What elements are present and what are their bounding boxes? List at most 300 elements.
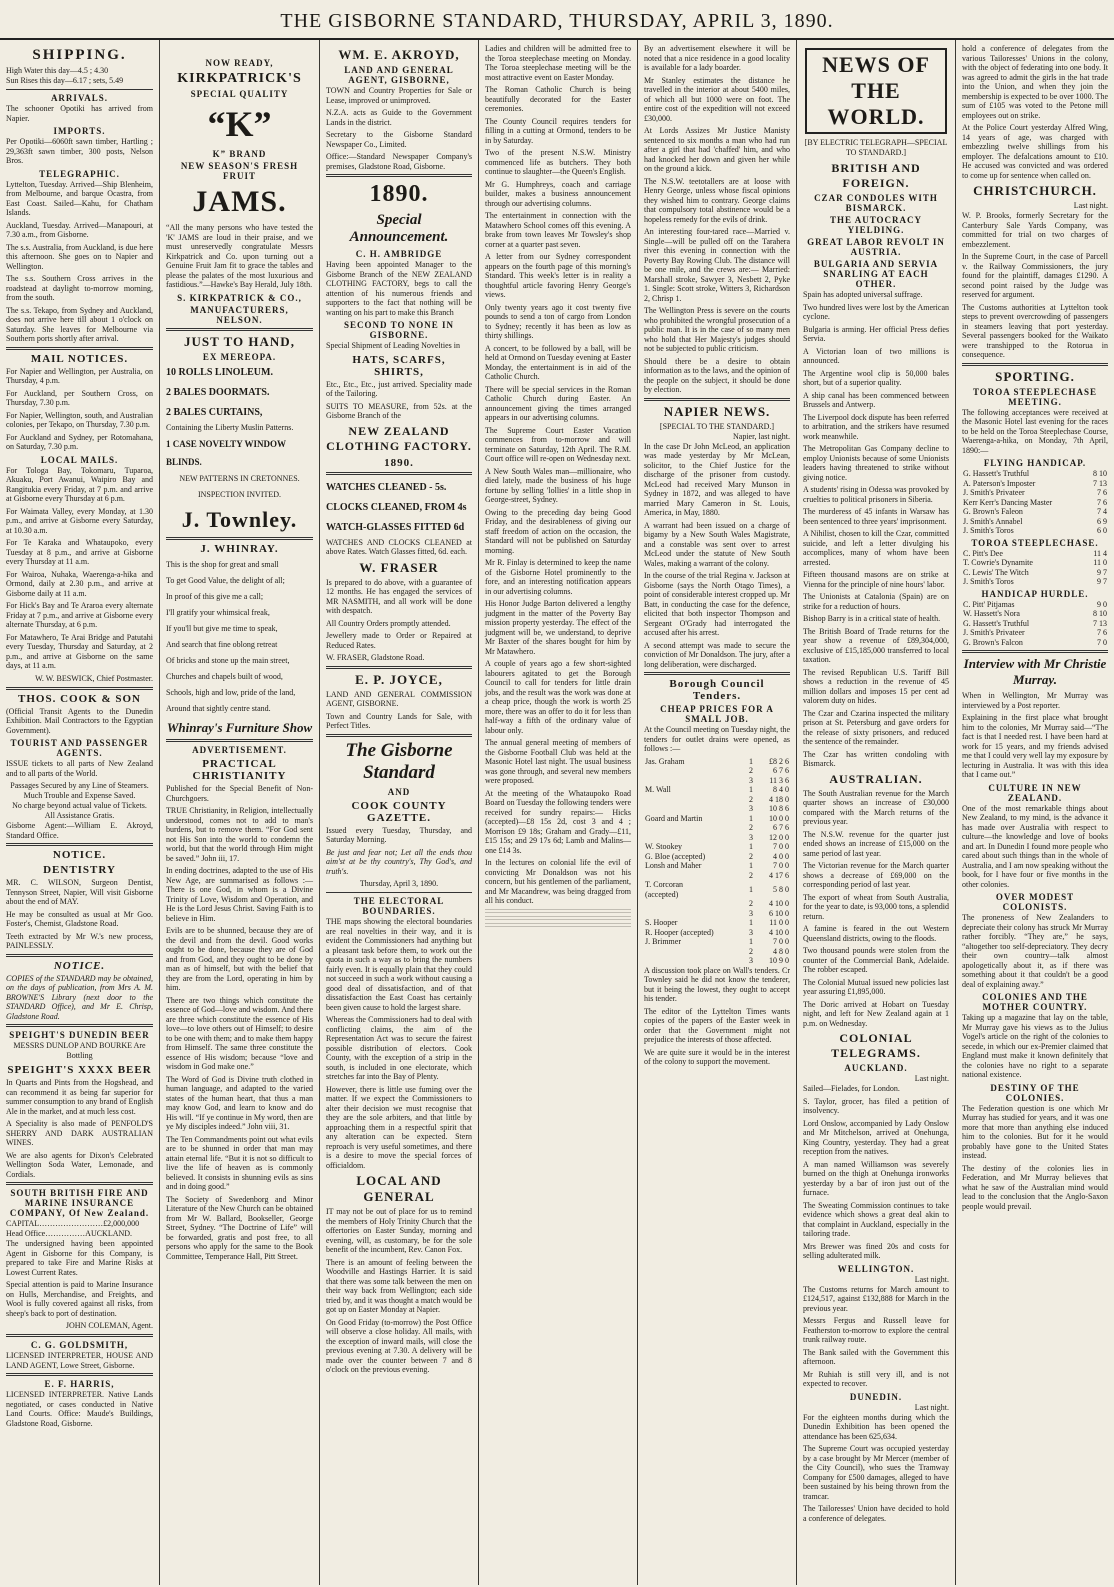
sunrise-line: Sun Rises this day—6.17 ; sets, 5.49 [6,76,124,85]
acceptance-row-cell: G. Brown's Falcon [963,637,1023,647]
kirkpatrick-heading: KIRKPATRICK'S [177,71,302,86]
year-heading: 1890. [369,181,429,207]
headline: CZAR CONDOLES WITH BISMARCK. [814,193,938,213]
furniture-show: Whinray's Furniture Show [166,720,313,735]
acceptance-row [962,479,1108,489]
fresh-fruit: NEW SEASON'S FRESH FRUIT [180,161,299,181]
christianity-text: TRUE Christianity, in Religion, intellectually understood, comes not to add to man's burdens, but to remove them. “For God sent not His Son into the world to condemn the world, but that the world through Him might be saved.” John iii, 17. [166,806,313,863]
flying-handicap-heading: FLYING HANDICAP. [983,458,1087,468]
motto: Be just and fear not; Let all the ends thou aim'st at be thy country's, Thy God's, and truth's. [326,847,472,876]
watch-price: WATCH-GLASSES FITTED 6d [326,521,465,533]
australian-item: Two thousand pounds were stolen from the counter of the Commercial Bank, Adelaide. The robber escaped. [803,946,949,974]
acceptance-row-cell: G. Brown's Faleon [963,507,1023,516]
tender-row [644,918,790,928]
stock-item: 1 CASE NOVELTY WINDOW BLINDS. [166,439,286,467]
tender-row [644,928,790,938]
acceptance-row [962,469,1108,479]
christianity-text: Evils are to be shunned, because they are of the devil and from the devil. Good works ought to be done, because they are of God and from God, and they ought to be done by man as of himself, but with the belief that they are from the Lord, operating in him by him. [166,926,313,992]
masthead [0,0,1114,40]
acceptance-row-cell: 11 0 [1093,558,1107,567]
south-british-agent: JOHN COLEMAN, Agent. [65,1321,153,1330]
tender-row [644,842,790,852]
mail-notice: For Napier and Wellington, per Australia, on Thursday, 4 p.m. [6,366,153,385]
acceptance-row [962,628,1108,638]
tender-row-cell: 3 [749,956,753,965]
colonial-heading: COLONIAL TELEGRAMS. [831,1031,921,1060]
tender-row-cell: 4 8 0 [773,946,789,956]
acceptance-row-cell: J. Smith's Toros [963,526,1014,535]
tender-row-cell: R. Hooper (accepted) [645,927,714,937]
text-filler [485,909,631,913]
local-text: The Roman Catholic Church is being beautifully decorated for the Easter ceremonies. [485,85,631,113]
tender-row-cell: 10 8 6 [769,804,789,813]
napier-news-heading: NAPIER NEWS. [663,403,771,419]
tender-row-cell: 7 0 0 [773,842,789,851]
auckland-item: The Sweating Commission continues to take evidence which shows a great deal akin to that complaint in Auckland, especially in the tailoring trade. [803,1200,949,1238]
acceptance-row-cell: 7 13 [1093,618,1107,628]
local-text: The Supreme Court Easter Vacation commences from to-morrow and will terminate on Saturday, 12th April. The R.M. Court office will re-open on Wednesday next. [485,425,631,463]
ambridge-text: Etc., Etc., Etc., just arrived. Speciality made of the Tailoring. [326,379,472,398]
acceptance-row-cell: 7 13 [1093,478,1107,488]
tide-line: High Water this day—4.5 ; 4.30 [6,66,109,75]
acceptance-row-cell: J. Smith's Privateer [963,488,1025,497]
local-text: Only twenty years ago it cost twenty five pounds to send a ton of cargo from London to Sydney; recently it has been as low as thirty shillings. [485,302,631,340]
interview-heading: Interview with Mr Christie Murray. [963,656,1107,687]
cable-item: Fifteen thousand masons are on strike at Vienna for the principle of nine hours' labor. [803,570,949,589]
dunedin-item: The Tailoresses' Union have decided to hold a conference of delegates. [803,1504,949,1523]
tender-row-cell: £8 2 6 [769,756,789,766]
local-text: A New South Wales man—millionaire, who died lately, made the business of his huge fortune by selling 'lollies' in a little shop in George-street, Sydney. [485,466,631,504]
dentistry-text: MR. C. WILSON, Surgeon Dentist, Tennyson Street, Napier, Will visit Gisborne about the end of MAY. [6,878,153,906]
postmaster-signature: W. W. BESWICK, Chief Postmaster. [35,673,153,683]
acceptance-row-cell: W. Hassett's Nora [963,609,1020,618]
tender-row-cell: 7 0 0 [773,861,789,870]
townley-name: J. Townley. [181,507,298,532]
tender-row-cell: 1 [749,861,753,870]
tender-row-cell: 3 [749,804,753,813]
local-text: The annual general meeting of members of the Gisborne Football Club was held at the Masonic Hotel last night. The usual business was gone through, and several new members were proposed. [485,738,631,785]
australian-heading: AUSTRALIAN. [829,771,923,786]
cook-line: All Assistance Gratis. [44,811,115,820]
local-text: In the lectures on colonial life the evil of convicting Mr Donaldson was not his concern, but his gentlemen of the parliament, and Mr Macandrew, was being dragged from all his conduct. [485,858,631,905]
notice2-heading: NOTICE. [53,959,106,972]
local-mail: For Matawhero, Te Arai Bridge and Patutahi every Tuesday, Thursday and Saturday, at 2 p.m., and arrive at Gisborne on the same days, at 11 a.m. [6,632,153,670]
stock-item: 2 BALES DOORMATS. [166,386,270,398]
tenders-table [644,757,790,966]
dunedin-item: At the Police Court yesterday Alfred Wing, 14 years of age, was charged with embezzling twelve shillings from his employer. The defalcations amount to £10. He accused was convicted and was ordered to come up for sentence when called on. [962,123,1108,180]
tender-row [644,785,790,795]
tender-row-cell: S. Hooper [645,918,678,927]
akroyd-text: N.Z.A. acts as Guide to the Government Lands in the district. [326,108,472,127]
tender-row-cell: 1 [749,918,753,927]
cable-item: The Argentine wool clip is 50,000 bales short, but of a superior quality. [803,368,949,387]
tender-row [644,833,790,843]
goldsmith-heading: C. G. GOLDSMITH, [30,1340,129,1350]
cable-item: The Czar and Czarina inspected the military prison at St. Petersburg and gave orders for the release of sixty prisoners, and reduced the sentence of the remainder. [803,708,949,746]
poem-line: In proof of this give me a call; [166,592,264,601]
imports-heading: IMPORTS. [53,126,106,136]
tender-row-cell: 2 [749,870,753,880]
column-6 [797,40,955,1585]
beer-text: A Speciality is also made of PENFOLD'S SHERRY AND DARK AUSTRALIAN WINES. [6,1119,153,1147]
auckland-heading: AUCKLAND. [844,1063,908,1073]
christianity-text: The Ten Commandments point out what evils are to be shunned in order that man may attain eternal life. “But it is not so difficult to live the life of heaven as is commonly believed. It consists in shunning evils as sins and in doing good.” [166,1134,313,1191]
toroa-heading: TOROA STEEPLECHASE MEETING. [972,386,1098,407]
acceptance-row-cell: J. Smith's Toros [963,577,1014,586]
acceptance-row-cell: J. Smith's Annabel [963,516,1023,526]
tender-row-cell: 11 0 0 [769,918,789,927]
napier-text: In the case Dr John McLeod, an application was made yesterday by Mr McLean, solicitor, to the Chief Justice for the discharge of the prisoner from custody. McLeod had received Mary Munson in Sydney in 1872, and was alleged to have married Mary Cameron in St. Louis, America, in May, 1880. [644,441,790,517]
tender-row-cell: 4 17 6 [769,870,789,880]
auckland-item: S. Taylor, grocer, has filed a petition of insolvency. [803,1096,949,1115]
culture-heading: CULTURE IN NEW ZEALAND. [988,782,1082,803]
tender-row-cell: 1 [749,756,753,766]
tender-row-cell: Lonsh and Maher [645,861,702,870]
wellington-item: Mr Ruhiah is still very ill, and is not expected to recover. [803,1369,949,1388]
local-text: Ladies and children will be admitted free to the Toroa steeplechase meeting on Monday. The Toroa steeplechase meeting will be the most attractive event on Easter Monday. [485,44,631,82]
cable-item: A Victorian loan of two millions is announced. [803,346,949,365]
joyce-text: Town and Country Lands for Sale, with Perfect Titles. [326,711,472,730]
dateline: Last night. [914,1274,949,1284]
cable-item: Two hundred lives were lost by the American cyclone. [803,302,949,321]
acceptance-row-cell: 7 4 [1097,507,1107,516]
acceptance-row [962,558,1108,568]
tender-row-cell: 10 9 0 [769,956,789,965]
nzcf-heading: NEW ZEALAND CLOTHING FACTORY. [326,423,472,453]
tender-row-cell: 2 [749,851,753,861]
fraser-heading: W. FRASER [359,559,439,575]
local-text: By an advertisement elsewhere it will be noted that a nice residence in a good locality is available for a lady boarder. [644,44,790,72]
jams-text: “All the many persons who have tested the 'K' JAMS are loud in their praise, and we must unreservedly congratulate Messrs Kirkpatrick and Co. upon turning out a Genuine Fruit Jam fit to grace the tables and please the palates of the most luxurious and fastidious.”—Hawke's Bay Herald, July 18th. [166,223,313,289]
tender-row-cell: 5 8 0 [773,884,789,894]
cable-item: The British Board of Trade returns for the year show a revenue of £89,304,000, exclusive of £15,185,000 transferred to local taxation. [803,626,949,664]
telegraph-sub: [BY ELECTRIC TELEGRAPH—SPECIAL TO STANDARD.] [804,138,948,157]
acceptance-row-cell: 7 6 [1097,497,1107,507]
k-brand-mark: “K” [207,104,272,144]
christchurch-item: The Customs authorities at Lyttelton took steps to prevent overcrowding of passengers in steamers leaving that port yesterday. Several passengers booked for the Waikato were transhipped to the Rotorua in consequence. [962,302,1108,359]
kirkpatrick-co: S. KIRKPATRICK & CO., [177,292,302,303]
tender-row-cell: 2 [749,899,753,908]
napier-dateline: Napier, last night. [733,431,790,441]
suits-line: SUITS TO MEASURE, from 52s. at the Gisborne Branch of the [326,401,472,420]
local-text: IT may not be out of place for us to remind the members of Holy Trinity Church that the offertories on Easter Sunday, morning and evening, will, as customary, be for the sole benefit of the incumbent, Rev. Canon Fox. [326,1207,472,1254]
tender-row [644,804,790,814]
editorial-text: THE maps showing the electoral boundaries are real novelties in their way, and it is evident the Commissioners had anything but a pleasant task before them, to work out the quota in such a way as to bring the numbers fairly even. It is equally plain that they could not succeed in such a work without causing a good deal of dissatisfaction, and of that dissatisfaction the East Coast has certainly been given cause to hold the largest share. [326,917,472,1012]
tender-row-cell [644,956,718,966]
arrivals-text: The schooner Opotiki has arrived from Napier. [6,104,153,123]
south-british-text: The undersigned having been appointed Agent in Gisborne for this Company, is prepared to take Fire and Marine Risks at Lowest Current Rates. [6,1239,153,1277]
tender-row-cell: Jas. Graham [645,756,685,766]
acceptance-row-cell: A. Paterson's Imposter [963,478,1036,488]
wellington-item: The Bank sailed with the Government this afternoon. [803,1347,949,1366]
akroyd-text: Secretary to the Gisborne Standard Newspaper Co., Limited. [326,130,472,149]
tender-row [644,814,790,824]
tender-row-cell: 2 [749,766,753,775]
goldsmith-text: LICENSED INTERPRETER, HOUSE AND LAND AGENT, Lowe Street, Gisborne. [6,1351,153,1370]
tender-row-cell: 3 [749,927,753,937]
poem-line: Around that sightly centre stand. [166,704,271,713]
editorial-text: Whereas the Commissioners had to deal with conflicting claims, the aim of the Representation Act was to secure the fairest possible distribution of electors. Cook County, with the exception of a strip in the south, is included in one electorate, which stretches far into the Bay of Plenty. [326,1015,472,1081]
advertisement-label: ADVERTISEMENT. [192,745,287,755]
local-text: The County Council requires tenders for filling in a cutting at Ormond, tenders to be in by Saturday. [485,116,631,145]
local-text: An interesting four-tared race—Married v. Single—will be pulled off on the Tarahera river this evening in connection with the Poverty Bay Rowing Club. The distance will be one mile, and the crews are:— Married: Marshall stroke, Sawyer 3, Nesbett 2, Pyke 1. Single: Scott stroke, Witters 3, Richardson 2, Chrisp 1. [644,227,790,303]
tender-row-cell: 1 [749,884,753,894]
dunedin-heading: DUNEDIN. [849,1391,903,1402]
local-mail: For Hick's Bay and Te Araroa every alternate Friday at 7 p.m., and arrive at Gisborne every alternate Thursday, at 6 p.m. [6,601,153,629]
tender-row [644,947,790,957]
now-ready: NOW READY, [205,58,274,68]
british-foreign-heading: BRITISH AND FOREIGN. [831,161,921,190]
cook-text: (Official Transit Agents to the Dunedin Exhibition. Mail Contractors to the Egyptian Government). [6,706,153,735]
shipping-heading: SHIPPING. [32,47,127,63]
cable-item: The Liverpool dock dispute has been referred to arbitration, and the strikers have resumed work meanwhile. [803,412,949,441]
interview-text: One of the most remarkable things about New Zealand, to my mind, is the advance it has made over Australia with respect to culture—the knowledge and love of books and art. In Dunedin I found more people who cared about such things than in the whole of Australia, and I am now speaking without the book, for I have four or five months in the other colonies. [962,803,1108,889]
ambridge-name: C. H. AMBRIDGE [355,249,443,259]
harris-text: LICENSED INTERPRETER. Native Lands negotiated, or cases conducted in Native Land Courts. Office: Maude's Buildings, Gladstone Road, Gisborne. [6,1390,153,1428]
auckland-item: Sailed—Fielades, for London. [803,1084,900,1093]
beer-text: In Quarts and Pints from the Hogshead, and can recommend it as being far superior for summer consumption to any brand of English Ale in the market, and at much less cost. [6,1078,153,1116]
just-to-hand: JUST TO HAND, [184,333,295,349]
wellington-heading: WELLINGTON. [837,1263,915,1274]
telegraphic-text: Auckland, Tuesday. Arrived—Manapouri, at 7.30 a.m., from Gisborne. [6,220,153,239]
tender-row [644,861,790,871]
standard-nameplate: The Gisborne Standard [345,739,453,783]
imports-text: Per Opotiki—6060ft sawn timber, Hartling ; 29,363ft sawn timber, 300 posts, Nelson Bros. [6,137,153,165]
christchurch-item: W. P. Brooks, formerly Secretary for the Canterbury Sale Yards Company, was committed for trial on two charges of embezzlement. [962,211,1108,249]
tender-row [644,823,790,833]
federation-heading: DESTINY OF THE COLONIES. [990,1082,1080,1103]
speights-heading: SPEIGHT'S DUNEDIN BEER [9,1030,150,1040]
cable-item: The revised Republican U.S. Tariff Bill shows a reduction in the revenue of 45 million dollars and imposes 15 per cent ad valorem duty on hides. [803,667,949,705]
tender-row-cell: 2 [749,946,753,956]
christchurch-item: In the Supreme Court, in the case of Parcell v. the Railway Commissioners, the jury found for the plaintiff, damages £1290. A second point raised by the Judge was reserved for argument. [962,252,1108,299]
headline: BULGARIA AND SERVIA SNARLING AT EACH OTHER. [813,259,939,289]
cook-text: ISSUE tickets to all parts of New Zealand and to all parts of the World. [6,759,153,778]
tender-row-cell: T. Corcoran (accepted) [645,880,684,899]
australian-item: The Colonial Mutual issued new policies last year assuring £1,895,000. [803,977,949,996]
poem-line: Schools, high and low, pride of the land, [166,688,296,697]
local-text: The Wellington Press is severe on the courts who prohibited the wrongful prosecution of a public man. It is in the case of so many men who hold that Her Majesty's judges should not be subjected to public criticism. [644,306,790,353]
column-3 [320,40,478,1585]
beer-text: We are also agents for Dixon's Celebrated Wellington Soda Water, Lemonade, and Cordials. [6,1150,153,1179]
whinray-heading: J. WHINRAY. [200,543,279,555]
interview-text: The destiny of the colonies lies in Federation, and Mr Murray believes that what he saw of the Australian mind would lead to the conclusion that the Anglo-Saxon people would prevail. [962,1163,1108,1211]
acceptance-row-cell: 8 10 [1093,469,1107,478]
xxxx-heading: SPEIGHT'S XXXX BEER [7,1064,152,1076]
cable-item: Spain has adopted universal suffrage. [803,290,923,299]
stock-item: 10 ROLLS LINOLEUM. [166,366,273,378]
christianity-text: The Word of God is Divine truth clothed in human language, and adapted to the varied states of the human heart, that thus a man may know God, and learn to know and do His will. “If ye continue in My word, then are ye My disciples indeed.” John viii, 31. [166,1074,313,1131]
issued-line: Issued every Tuesday, Thursday, and Saturday Morning. [326,825,472,844]
acceptance-row [962,488,1108,498]
acceptance-row-cell: C. Pitt's Dee [963,548,1003,558]
news-of-world-title: NEWS OF THE [822,52,930,103]
tender-row [644,956,790,966]
tender-row-cell: J. Brimmer [645,937,681,946]
notice2-text: COPIES of the STANDARD may be obtained, on the days of publication, from Mrs A. M. BROWNE'S Library (next door to the STANDARD Office), and Mr E. Chrisp, Gladstone Road. [6,973,153,1021]
special-announcement: Special Announcement. [349,212,449,245]
south-british-heading: SOUTH BRITISH FIRE AND MARINE INSURANCE COMPANY, Of New Zealand. [9,1188,150,1218]
watch-text: WATCHES AND CLOCKS CLEANED at above Rates. Watch Glasses fitted, 6d. each. [326,537,472,556]
fraser-text: W. FRASER, Gladstone Road. [326,653,425,662]
headline: GREAT LABOR REVOLT IN AUSTRIA. [807,237,945,257]
news-of-world-box [805,48,947,134]
dentistry-text: He may be consulted as usual at Mr Goo. Foster's, Chemist, Gladstone Road. [6,909,153,928]
dunedin-item: For the eighteen months during which the Dunedin Exhibition has been opened the attendance has been 625,634. [803,1412,949,1441]
hurdle-table [962,600,1108,648]
toroa-text: The following acceptances were received at the Masonic Hotel last evening for the races to be held on the Toroa Steeplechase Course, Waerenga-a-hika, on Monday, 7th April, 1890:— [962,407,1108,455]
electoral-heading: THE ELECTORAL BOUNDARIES. [353,896,445,916]
local-text: There is an amount of feeling between the Woodville and Hastings Harrier. It is said that there was some talk between the men on their way back from Wellington; each side tried by, and it was thought a match would be got up on Easter Monday at Napier. [326,1257,472,1314]
acceptance-row [962,638,1108,648]
poem-line: Churches and chapels built of wood, [166,672,283,681]
local-general-heading: LOCAL AND GENERAL [356,1173,442,1204]
acceptance-row-cell: 7 0 [1097,637,1107,647]
telegraphic-text: The s.s. Australia, from Auckland, is due here this afternoon. She goes on to Napier and Wellington. [6,242,153,271]
local-text: Owing to the preceding day being Good Friday, and the desirableness of giving our staff freedom of action on the occasion, the Standard will not be published on Saturday morning. [485,507,631,555]
interview-text: Explaining in the first place what brought him to the colonies, Mr Murray said—“The fact is that I needed rest. I have been hard at work for 15 years, and my friends advised me that I could very well lay my exposure by lecturing in Australia. It was with this idea that I came out.” [962,713,1108,779]
k-brand: K” BRAND [212,149,267,159]
acceptance-row [962,517,1108,527]
mail-notice: For Auckland, per Southern Cross, on Thursday, 7.30 p.m. [6,388,153,407]
issue-date: Thursday, April 3, 1890. [359,879,439,888]
tender-row-cell: 6 10 0 [769,908,789,918]
acceptance-row [962,568,1108,578]
second-to-none: SECOND TO NONE IN GISBORNE. [344,320,454,340]
tender-row-cell: 2 [749,823,753,832]
hurdle-heading: HANDICAP HURDLE. [981,588,1089,599]
acceptance-row-cell: T. Cowrie's Dynamite [963,558,1033,567]
text-filler [485,923,631,927]
tender-row-cell: 6 7 6 [773,766,789,775]
ambridge-text: Having been appointed Manager to the Gisborne Branch of the NEW ZEALAND CLOTHING FACTORY, begs to call the attention of his numerous friends and supporters to the fact that nothing will be wanting on his part to make this Branch [326,260,472,317]
acceptance-row [962,526,1108,536]
acceptance-row-cell: 11 4 [1093,548,1107,558]
acceptance-row [962,609,1108,619]
acceptance-row [962,507,1108,517]
tender-row-cell: G. Bloe (accepted) [645,851,706,861]
australian-item: The South Australian revenue for the March quarter shows an increase of £30,000 compared with the March returns of the previous year. [803,788,949,826]
australian-item: A famine is feared in the out Western Queensland districts, owing to the floods. [803,924,949,943]
wellington-item: The Customs returns for March amount to £124,517, against £132,888 for March in the previous year. [803,1284,949,1313]
tender-row-cell: 3 [749,908,753,918]
tender-row [644,909,790,919]
tender-row-cell: 4 10 0 [769,927,789,937]
cable-item: A Nihilist, chosen to kill the Czar, committed suicide, and left a letter divulging his accomplices, many of whom have been arrested. [803,529,949,567]
stock-item: 2 BALES CURTAINS, [166,406,263,418]
dentistry-text: Teeth extracted by Mr W.'s new process, PAINLESSLY. [6,931,153,950]
acceptance-row [962,498,1108,508]
local-text: A concert, to be followed by a ball, will be held at Ormond on Tuesday evening at Easter Monday, the entertainment is in aid of the Catholic Church. [485,343,631,381]
mail-notice: For Napier, Wellington, south, and Australian colonies, per Tekapo, on Thursday, 7.30 p.m. [6,410,153,429]
local-text: The entertainment in connection with the Matawhero School comes off this evening. A brake from town leaves Mr Towsley's shop corner at a quarter past seven. [485,211,631,249]
borough-text: We are quite sure it would be in the interest of the colony to support the movement. [644,1047,790,1066]
borough-heading: Borough Council Tenders. [669,678,765,702]
acceptance-row-cell: C. Pitt' Pitjamas [963,599,1015,609]
tender-row-cell: 4 10 0 [769,899,789,908]
tender-row-cell [644,909,718,919]
cheap-prices: CHEAP PRICES FOR A SMALL JOB. [660,704,774,724]
cook-line: Much Trouble and Expense Saved. [23,791,136,800]
column-5 [638,40,796,1585]
cable-item: The murderess of 45 infants in Warsaw has been sentenced to three years' imprisonment. [803,507,949,526]
local-text: There will be special services in the Roman Catholic Church during Easter. An announcement giving the times arranged appears in our advertising columns. [485,384,631,422]
dateline: Last night. [914,1074,949,1083]
akroyd-heading: WM. E. AKROYD, [338,47,460,62]
bottling-line: MESSRS DUNLOP AND BOURKE Are Bottling [13,1041,146,1060]
tender-row-cell [644,947,718,957]
acceptance-row-cell: 6 0 [1097,526,1107,535]
local-text: Should there be a desire to obtain information as to the laws, and the opinion of the people on the subject, it should be done by election. [644,356,790,394]
poem-line: And search that fine oblong retreat [166,640,278,649]
south-british-text: Special attention is paid to Marine Insurance on Hulls, Merchandise, and Freights, and Wool is fully covered against all risks, from sheep's back to port of destination. [6,1280,153,1318]
cable-item: Bishop Barry is in a critical state of health. [803,614,941,623]
tender-row-cell: 3 [749,832,753,842]
local-mail: For Wairoa, Nuhaka, Waerenga-a-hika and Ormond, daily at 2.30 p.m., and arrive at Gisborne daily at 11 a.m. [6,569,153,598]
tender-row-cell: 2 [749,794,753,804]
auckland-item: A man named Williamson was severely burned on the thigh at Onehunga ironworks yesterday by a bar of iron just out of the furnace. [803,1159,949,1197]
local-text: Mr R. Finlay is determined to keep the name of the Gisborne Hotel prominently to the fore, and an interesting notification appears in our advertising columns. [485,558,631,596]
dunedin-item: hold a conference of delegates from the various Tailoresses' Unions in the colony, with the object of federating into one body. It was agreed to admit the girls in the hat trade into the Union, and when they join the membership is expected to be over 1000. The sum of £105 was voted to the Petone mill employees out on strike. [962,44,1108,120]
column-7 [956,40,1114,1585]
over-modest-heading: OVER MODEST COLONISTS. [995,892,1075,912]
acceptance-row-cell: 8 10 [1093,609,1107,618]
fraser-text: Jewellery made to Order or Repaired at Reduced Rates. [326,631,472,650]
local-text: A couple of years ago a few short-sighted labourers agitated to get the Borough Council to call for tenders for little drain jobs, and the result was the work was done at a cheap price, though the work is worth 25 more, there was an offer to do it for less than half-way a fifth of the ordinary value of labour only. [485,659,631,735]
local-text: At Lords Assizes Mr Justice Manisty sentenced to six months a man who had run after a girl that had 'chaffed' him, and who had knocked her down and given her while on the ground a kick. [644,126,790,173]
interview-text: The proneness of New Zealanders to depreciate their colony has struck Mr Murray rather forcibly. “They are,” he says, “altogether too self-depreciatory. They decry their own country—talk almost apologetically about it, as if there was something about it that couldn't be a good deal of explaining away.” [962,913,1108,989]
telegraphic-text: The s.s. Tekapo, from Sydney and Auckland, does not arrive here till about 1 o'clock on Saturday. She leaves for Melbourne via Southern ports shortly after arrival. [6,305,153,343]
cable-item: The Czar has written condoling with Bismarck. [803,749,949,768]
text-filler [485,916,631,920]
manufacturers: MANUFACTURERS, NELSON. [190,304,289,325]
headline: THE AUTOCRACY YIELDING. [829,215,923,235]
telegraphic-text: Lyttelton, Tuesday. Arrived—Ship Blenheim, from Melbourne, and barque Ocastra, from East Coast. Sailed—Kahu, for Chatham Islands. [6,179,153,217]
local-mail: For Waimata Valley, every Monday, at 1.30 p.m., and arrive at Gisborne every Saturday, at 10.30 a.m. [6,506,153,535]
poem-line: I'll gratify your whimsical freak, [166,608,270,617]
dentistry-heading: DENTISTRY [43,864,116,876]
joyce-sub: LAND AND GENERAL COMMISSION AGENT, GISBORNE. [326,689,472,708]
practical-christianity-heading: PRACTICAL CHRISTIANITY [192,758,287,782]
special-quality: SPECIAL QUALITY [190,89,289,99]
jams-heading: JAMS. [192,185,287,218]
acceptance-row-cell: C. Lewis' The Witch [963,567,1029,577]
christianity-text: The Society of Swedenborg and Minor Literature of the New Church can be obtained from Mr W. Ballard, Bookseller, George Street, Sydney. “The Doctrine of Life” will be forwarded, gratis and post free, to all persons who apply for the same to the Book Committee, Temperance Hall, Pitt Street. [166,1194,313,1261]
cable-item: The Metropolitan Gas Company decline to employ Unionists because of some Unionists leaders having threatened to strike without giving notice. [803,444,949,482]
telegraphic-text: The s.s. Southern Cross arrives in the roadstead at daylight to-morrow morning, from the south. [6,274,153,302]
tender-row [644,795,790,805]
acceptance-row-cell: G. Hassett's Truthful [963,618,1030,628]
napier-text: A second attempt was made to secure the conviction of Mr Donaldson. The jury, after a long deliberation, were discharged. [644,640,790,669]
tender-row [644,766,790,776]
poem-line: If you'll but give me time to speak, [166,624,278,633]
local-text: His Honor Judge Barton delivered a lengthy judgment in the matter of the Poverty Bay mission property yesterday. The effect of the judgment will be, we understand, to deprive Mr Baxter of the shares bought for him by Mr Matawhero. [485,599,631,656]
mother-country-heading: COLONIES AND THE MOTHER COUNTRY. [982,992,1088,1012]
christchurch-heading: CHRISTCHURCH. [973,183,1097,198]
stock-note: Containing the Liberty Muslin Patterns. [166,422,294,432]
sporting-heading: SPORTING. [995,368,1075,384]
tender-row-cell: M. Wall [645,785,671,794]
interview-text: Taking up a magazine that lay on the table, Mr Murray gave his views as to the Julius Vogel's article on the right of the colonies to secede, in which our ex-Premier claimed that England must make it known definitely that the colonies have no right to a separate national existence. [962,1013,1108,1079]
notice-heading: NOTICE. [52,849,107,861]
tender-row-cell: 1 [749,785,753,794]
cook-line: Passages Secured by any Line of Steamers. [10,781,149,790]
tender-row-cell: 12 0 0 [769,832,789,842]
cook-heading: THOS. COOK & SON [18,692,141,705]
akroyd-text: TOWN and Country Properties for Sale or Lease, improved or unimproved. [326,86,472,105]
acceptance-row [962,600,1108,610]
news-of-world-title: WORLD. [827,104,925,129]
